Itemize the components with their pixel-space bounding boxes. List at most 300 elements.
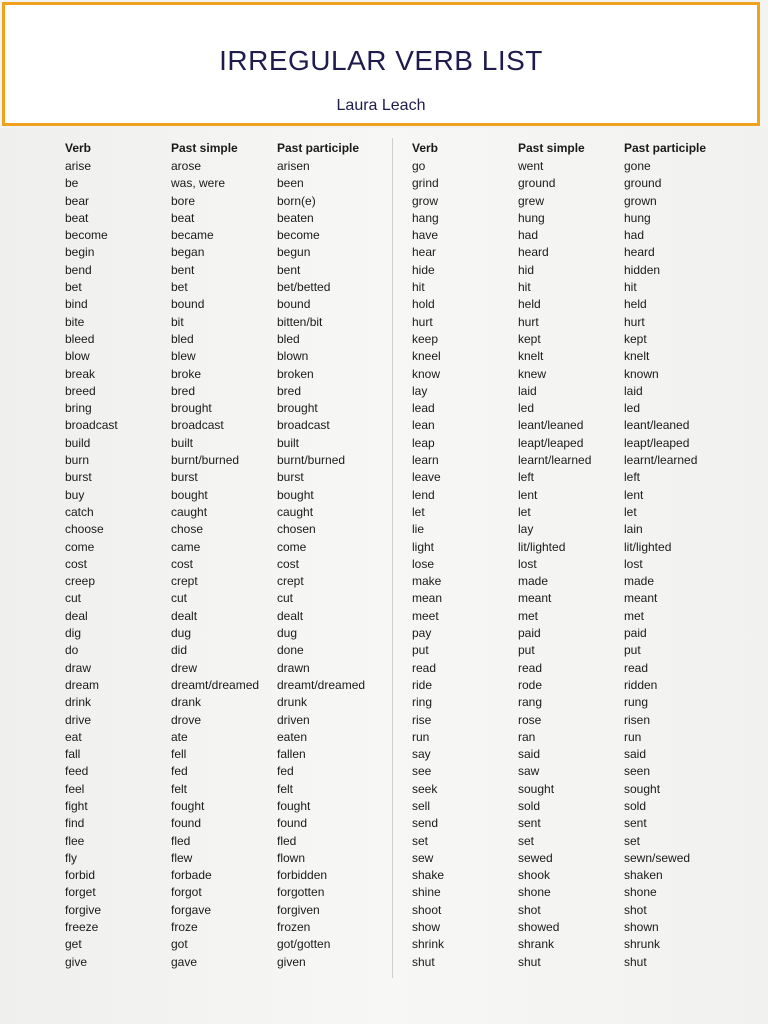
past-simple-cell: dreamt/dreamed <box>171 677 260 692</box>
table-row <box>65 660 387 677</box>
table-row <box>65 279 387 296</box>
verb-cell: hide <box>412 262 435 277</box>
past-simple-cell: laid <box>518 383 537 398</box>
verb-cell: lay <box>412 383 428 398</box>
past-participle-cell: shown <box>624 920 659 935</box>
past-simple-cell: chose <box>171 522 204 537</box>
table-row <box>65 573 387 590</box>
verb-table-right <box>412 138 734 971</box>
table-row <box>65 452 387 469</box>
verb-cell: break <box>65 366 96 381</box>
verb-list-page <box>0 128 768 1024</box>
past-simple-cell: said <box>518 747 541 762</box>
past-participle-cell: flown <box>277 850 306 865</box>
table-row <box>412 193 734 210</box>
table-row <box>412 400 734 417</box>
table-row <box>65 850 387 867</box>
past-simple-cell: ran <box>518 729 536 744</box>
table-row <box>412 504 734 521</box>
table-row <box>412 331 734 348</box>
past-simple-cell: brought <box>171 401 212 416</box>
past-participle-cell: had <box>624 228 645 243</box>
past-participle-cell: gone <box>624 159 651 173</box>
past-simple-cell: knelt <box>518 349 544 364</box>
table-row <box>412 850 734 867</box>
past-simple-cell: fed <box>171 764 188 779</box>
past-participle-cell: hurt <box>624 314 645 329</box>
past-participle-cell: beaten <box>277 210 314 225</box>
past-simple-cell: was, were <box>171 176 226 191</box>
verb-cell: drive <box>65 712 92 727</box>
table-row <box>65 417 387 434</box>
past-participle-cell: knelt <box>624 349 650 364</box>
table-row <box>65 677 387 694</box>
past-participle-cell: met <box>624 608 645 623</box>
column-header-verb: Verb <box>65 141 92 155</box>
past-simple-cell: gave <box>171 954 198 969</box>
past-simple-cell: forgave <box>171 902 212 917</box>
past-simple-cell: leant/leaned <box>518 418 584 433</box>
past-participle-cell: held <box>624 297 647 312</box>
past-simple-cell: had <box>518 228 539 243</box>
table-row <box>65 781 387 798</box>
table-row <box>412 781 734 798</box>
past-simple-cell: froze <box>171 920 198 935</box>
past-simple-cell: became <box>171 228 214 243</box>
past-participle-cell: forgotten <box>277 885 325 900</box>
table-row <box>65 539 387 556</box>
table-row <box>412 677 734 694</box>
table-row <box>65 694 387 711</box>
table-row <box>412 244 734 261</box>
past-simple-cell: drew <box>171 660 198 675</box>
verb-cell: meet <box>412 608 439 623</box>
past-participle-cell: grown <box>624 193 657 208</box>
past-simple-cell: grew <box>518 193 545 208</box>
table-row <box>65 867 387 884</box>
past-simple-cell: fell <box>171 747 187 762</box>
verb-cell: kneel <box>412 349 441 364</box>
past-simple-cell: lent <box>518 487 538 502</box>
verb-cell: burst <box>65 470 92 485</box>
verb-cell: hear <box>412 245 437 260</box>
past-simple-cell: shone <box>518 885 551 900</box>
table-row <box>65 833 387 850</box>
verb-cell: catch <box>65 504 94 519</box>
verb-cell: see <box>412 764 432 779</box>
verb-cell: feel <box>65 781 85 796</box>
past-simple-cell: learnt/learned <box>518 453 592 468</box>
verb-cell: feed <box>65 764 89 779</box>
past-participle-cell: burnt/burned <box>277 453 346 468</box>
past-participle-cell: lit/lighted <box>624 539 672 554</box>
past-participle-cell: caught <box>277 504 314 519</box>
verb-cell: eat <box>65 729 82 744</box>
verb-table-left <box>65 138 387 971</box>
past-participle-cell: ground <box>624 176 662 191</box>
past-simple-cell: cost <box>171 556 194 571</box>
table-row <box>65 296 387 313</box>
verb-cell: bend <box>65 262 92 277</box>
past-simple-cell: held <box>518 297 541 312</box>
verb-cell: let <box>412 504 425 519</box>
table-row <box>412 867 734 884</box>
past-participle-cell: shone <box>624 885 657 900</box>
table-row <box>412 417 734 434</box>
past-participle-cell: cost <box>277 556 300 571</box>
past-participle-cell: built <box>277 435 300 450</box>
past-participle-cell: known <box>624 366 659 381</box>
past-simple-cell: paid <box>518 626 541 641</box>
past-simple-cell: bred <box>171 383 196 398</box>
table-row <box>65 227 387 244</box>
past-simple-cell: bit <box>171 314 184 329</box>
past-simple-cell: burnt/burned <box>171 453 240 468</box>
verb-cell: find <box>65 816 85 831</box>
past-simple-cell: meant <box>518 591 552 606</box>
past-simple-cell: sent <box>518 816 541 831</box>
past-simple-cell: read <box>518 660 543 675</box>
past-participle-cell: laid <box>624 383 643 398</box>
table-row <box>65 400 387 417</box>
past-participle-cell: burst <box>277 470 304 485</box>
past-participle-cell: shrunk <box>624 937 661 952</box>
verb-cell: light <box>412 539 435 554</box>
past-simple-cell: hurt <box>518 314 539 329</box>
past-participle-cell: read <box>624 660 649 675</box>
past-simple-cell: shook <box>518 868 551 883</box>
verb-cell: lend <box>412 487 435 502</box>
past-simple-cell: drove <box>171 712 202 727</box>
past-participle-cell: chosen <box>277 522 316 537</box>
table-row <box>65 435 387 452</box>
table-row <box>412 366 734 383</box>
verb-cell: shut <box>412 954 435 969</box>
table-row <box>412 487 734 504</box>
past-participle-cell: bled <box>277 331 300 346</box>
verb-cell: ring <box>412 695 433 710</box>
table-row <box>412 314 734 331</box>
past-simple-cell: met <box>518 608 539 623</box>
verb-cell: make <box>412 574 442 589</box>
table-row <box>412 642 734 659</box>
table-row <box>65 193 387 210</box>
past-participle-cell: bitten/bit <box>277 314 323 329</box>
table-row <box>65 244 387 261</box>
past-participle-cell: frozen <box>277 920 311 935</box>
past-simple-cell: began <box>171 245 205 260</box>
past-participle-cell: left <box>624 470 641 485</box>
verb-cell: grow <box>412 193 439 208</box>
table-row <box>65 936 387 953</box>
past-simple-cell: ate <box>171 729 188 744</box>
table-row <box>65 504 387 521</box>
verb-cell: show <box>412 920 441 935</box>
past-simple-cell: knew <box>518 366 547 381</box>
past-simple-cell: went <box>518 159 544 173</box>
past-participle-cell: led <box>624 401 641 416</box>
page-title: IRREGULAR VERB LIST <box>219 45 543 76</box>
table-row <box>412 625 734 642</box>
past-simple-cell: forgot <box>171 885 202 900</box>
table-row <box>412 383 734 400</box>
table-row <box>412 936 734 953</box>
past-participle-cell: broken <box>277 366 314 381</box>
past-simple-cell: saw <box>518 764 540 779</box>
past-simple-cell: drank <box>171 695 202 710</box>
past-simple-cell: broke <box>171 366 202 381</box>
table-row <box>65 331 387 348</box>
past-simple-cell: bound <box>171 297 205 312</box>
past-participle-cell: lain <box>624 522 643 537</box>
past-simple-cell: got <box>171 937 188 952</box>
past-simple-cell: arose <box>171 159 202 173</box>
verb-cell: shoot <box>412 902 442 917</box>
table-row <box>65 487 387 504</box>
past-participle-cell: put <box>624 643 641 658</box>
table-row <box>65 919 387 936</box>
verb-cell: give <box>65 954 88 969</box>
verb-cell: fight <box>65 798 88 813</box>
past-simple-cell: flew <box>171 850 193 865</box>
table-row <box>412 763 734 780</box>
table-row <box>65 608 387 625</box>
past-participle-cell: begun <box>277 245 311 260</box>
verb-cell: forgive <box>65 902 102 917</box>
verb-cell: become <box>65 228 108 243</box>
table-row <box>412 539 734 556</box>
verb-cell: run <box>412 729 430 744</box>
verb-cell: keep <box>412 331 439 346</box>
verb-cell: read <box>412 660 437 675</box>
past-participle-cell: dealt <box>277 608 304 623</box>
table-row <box>412 815 734 832</box>
past-simple-cell: put <box>518 643 535 658</box>
verb-cell: bet <box>65 280 82 295</box>
past-simple-cell: did <box>171 643 188 658</box>
past-simple-cell: bent <box>171 262 195 277</box>
table-row <box>412 694 734 711</box>
table-row <box>412 279 734 296</box>
past-participle-cell: fed <box>277 764 294 779</box>
verb-cell: hurt <box>412 314 433 329</box>
table-row <box>65 625 387 642</box>
table-row <box>65 348 387 365</box>
past-participle-cell: leant/leaned <box>624 418 690 433</box>
verb-cell: do <box>65 643 79 658</box>
past-simple-cell: showed <box>518 920 560 935</box>
table-row <box>412 798 734 815</box>
table-row <box>412 712 734 729</box>
table-row <box>65 158 387 175</box>
verb-cell: lean <box>412 418 435 433</box>
past-participle-cell: fought <box>277 798 311 813</box>
past-participle-cell: blown <box>277 349 309 364</box>
table-header-row <box>65 138 387 158</box>
verb-cell: beat <box>65 210 89 225</box>
past-simple-cell: kept <box>518 331 541 346</box>
verb-cell: blow <box>65 349 90 364</box>
past-simple-cell: lost <box>518 556 537 571</box>
table-header-row <box>412 138 734 158</box>
past-participle-cell: kept <box>624 331 647 346</box>
past-participle-cell: been <box>277 176 304 191</box>
table-row <box>65 590 387 607</box>
past-participle-cell: let <box>624 504 637 519</box>
past-participle-cell: shaken <box>624 868 663 883</box>
past-participle-cell: hung <box>624 210 651 225</box>
verb-cell: hit <box>412 280 425 295</box>
past-participle-cell: done <box>277 643 304 658</box>
past-participle-cell: lost <box>624 556 643 571</box>
column-header-past-simple: Past simple <box>518 141 585 155</box>
table-row <box>412 158 734 175</box>
past-simple-cell: shut <box>518 954 541 969</box>
past-simple-cell: forbade <box>171 868 212 883</box>
past-participle-cell: seen <box>624 764 651 779</box>
past-simple-cell: rang <box>518 695 543 710</box>
past-simple-cell: shot <box>518 902 541 917</box>
column-header-past-participle: Past participle <box>624 141 707 155</box>
verb-cell: choose <box>65 522 104 537</box>
past-participle-cell: bred <box>277 383 302 398</box>
table-row <box>412 348 734 365</box>
verb-cell: creep <box>65 574 96 589</box>
past-simple-cell: led <box>518 401 535 416</box>
table-row <box>65 729 387 746</box>
verb-cell: breed <box>65 383 96 398</box>
table-row <box>65 884 387 901</box>
verb-cell: lie <box>412 522 425 537</box>
column-divider <box>392 138 393 978</box>
past-participle-cell: found <box>277 816 308 831</box>
past-simple-cell: left <box>518 470 535 485</box>
table-row <box>412 556 734 573</box>
table-row <box>65 954 387 971</box>
past-participle-cell: become <box>277 228 320 243</box>
past-participle-cell: run <box>624 729 642 744</box>
past-participle-cell: dug <box>277 626 298 641</box>
table-row <box>412 590 734 607</box>
past-participle-cell: meant <box>624 591 658 606</box>
verb-cell: hang <box>412 210 439 225</box>
verb-cell: say <box>412 747 431 762</box>
table-row <box>412 660 734 677</box>
table-row <box>412 469 734 486</box>
past-simple-cell: bore <box>171 193 196 208</box>
verb-cell: grind <box>412 176 439 191</box>
verb-cell: freeze <box>65 920 99 935</box>
past-participle-cell: fallen <box>277 747 306 762</box>
past-simple-cell: bled <box>171 331 194 346</box>
table-row <box>65 383 387 400</box>
verb-cell: sew <box>412 850 434 865</box>
table-row <box>412 175 734 192</box>
table-row <box>412 262 734 279</box>
verb-cell: drink <box>65 695 92 710</box>
past-participle-cell: broadcast <box>277 418 330 433</box>
past-simple-cell: caught <box>171 504 208 519</box>
past-simple-cell: set <box>518 833 535 848</box>
past-participle-cell: hit <box>624 280 637 295</box>
table-row <box>412 573 734 590</box>
verb-cell: deal <box>65 608 88 623</box>
past-simple-cell: beat <box>171 210 195 225</box>
table-row <box>65 746 387 763</box>
verb-cell: shake <box>412 868 445 883</box>
past-simple-cell: dealt <box>171 608 198 623</box>
past-simple-cell: sewed <box>518 850 553 865</box>
past-participle-cell: brought <box>277 401 318 416</box>
past-simple-cell: hid <box>518 262 535 277</box>
verb-cell: bite <box>65 314 85 329</box>
verb-cell: come <box>65 539 95 554</box>
table-row <box>412 227 734 244</box>
table-row <box>65 798 387 815</box>
table-row <box>65 556 387 573</box>
past-simple-cell: dug <box>171 626 192 641</box>
table-row <box>412 954 734 971</box>
verb-cell: seek <box>412 781 438 796</box>
past-participle-cell: sold <box>624 798 647 813</box>
past-simple-cell: rose <box>518 712 542 727</box>
past-simple-cell: found <box>171 816 202 831</box>
verb-cell: set <box>412 833 429 848</box>
past-participle-cell: rung <box>624 695 649 710</box>
verb-cell: build <box>65 435 91 450</box>
table-row <box>65 815 387 832</box>
table-row <box>65 712 387 729</box>
verb-cell: bring <box>65 401 92 416</box>
past-simple-cell: crept <box>171 574 198 589</box>
verb-cell: lose <box>412 556 435 571</box>
verb-cell: shrink <box>412 937 445 952</box>
past-participle-cell: forbidden <box>277 868 328 883</box>
past-simple-cell: leapt/leaped <box>518 435 584 450</box>
verb-cell: cost <box>65 556 88 571</box>
table-row <box>412 210 734 227</box>
column-header-past-simple: Past simple <box>171 141 238 155</box>
past-participle-cell: set <box>624 833 641 848</box>
table-row <box>65 763 387 780</box>
table-row <box>65 521 387 538</box>
verb-cell: bleed <box>65 331 95 346</box>
past-participle-cell: got/gotten <box>277 937 331 952</box>
column-header-verb: Verb <box>412 141 439 155</box>
past-participle-cell: fled <box>277 833 297 848</box>
table-row <box>65 366 387 383</box>
verb-cell: shine <box>412 885 441 900</box>
past-participle-cell: come <box>277 539 307 554</box>
past-participle-cell: forgiven <box>277 902 320 917</box>
past-participle-cell: drunk <box>277 695 308 710</box>
verb-cell: leave <box>412 470 441 485</box>
verb-cell: bear <box>65 193 90 208</box>
verb-cell: pay <box>412 626 432 641</box>
table-row <box>412 608 734 625</box>
past-participle-cell: sought <box>624 781 661 796</box>
table-row <box>65 262 387 279</box>
verb-cell: begin <box>65 245 95 260</box>
past-participle-cell: arisen <box>277 159 310 173</box>
verb-cell: flee <box>65 833 85 848</box>
verb-cell: buy <box>65 487 85 502</box>
past-participle-cell: risen <box>624 712 651 727</box>
verb-cell: forget <box>65 885 96 900</box>
past-simple-cell: bought <box>171 487 208 502</box>
verb-cell: know <box>412 366 441 381</box>
past-participle-cell: said <box>624 747 647 762</box>
